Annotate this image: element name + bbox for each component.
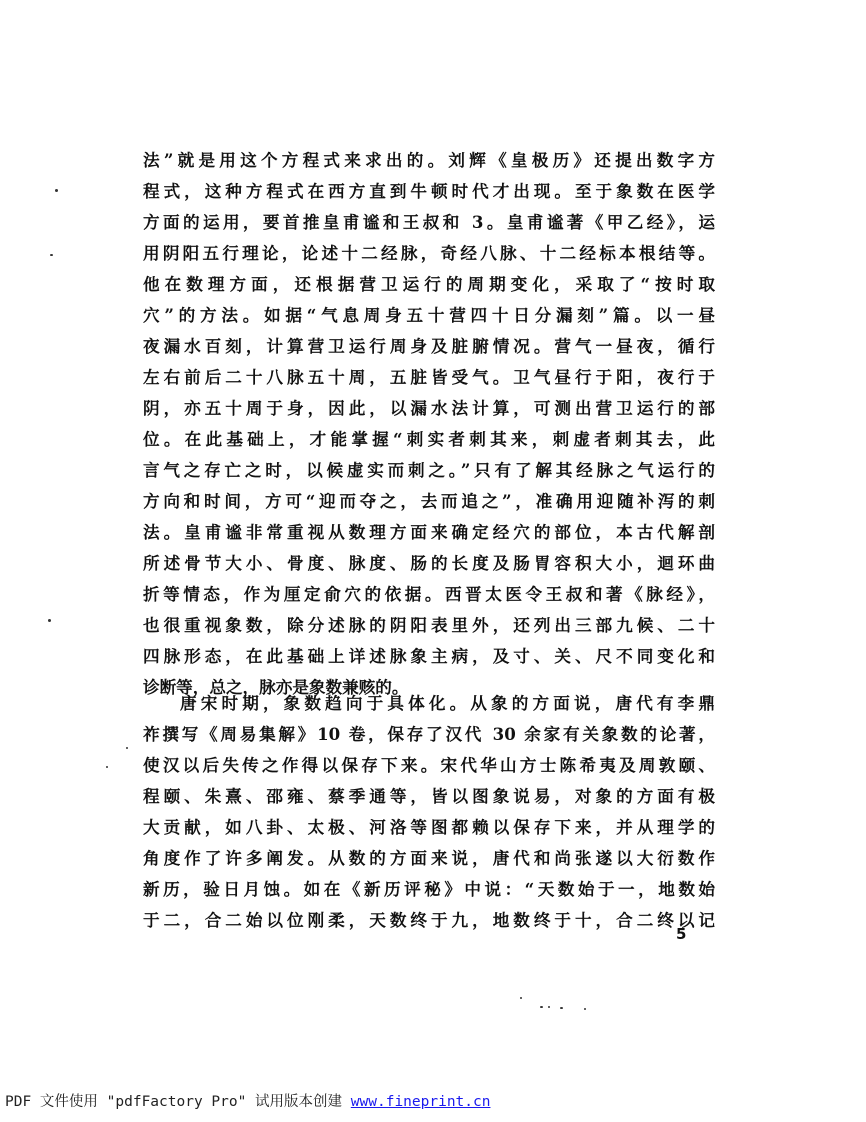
scan-speck — [560, 1007, 563, 1009]
page-number: 5 — [676, 925, 687, 943]
text-line: 新历，验日月蚀。如在《新历评秘》中说：“天数始于一，地数始 — [143, 879, 715, 899]
text-line: 程式，这种方程式在西方直到牛顿时代才出现。至于象数在医学 — [143, 181, 715, 201]
paragraph-1 — [143, 145, 715, 703]
text-line: 诊断等，总之，脉亦是象数兼赅的。 — [143, 677, 409, 697]
text-line: 穴”的方法。如据“气息周身五十营四十日分漏刻”篇。以一昼 — [143, 305, 715, 325]
text-line: 于二，合二始以位刚柔，天数终于九，地数终于十，合二终以记 — [143, 910, 715, 930]
text-line: 角度作了许多阐发。从数的方面来说，唐代和尚张遂以大衍数作 — [143, 848, 715, 868]
text-line: 方面的运用，要首推皇甫谧和王叔和 3。皇甫谧著《甲乙经》，运 — [143, 212, 715, 232]
text-line: 阴，亦五十周于身，因此，以漏水法计算，可测出营卫运行的部 — [143, 398, 715, 418]
text-line: 也很重视象数，除分述脉的阴阳表里外，还列出三部九候、二十 — [143, 615, 715, 635]
text-line: 折等情态，作为厘定俞穴的依据。西晋太医令王叔和著《脉经》， — [143, 584, 715, 604]
text-line: 用阴阳五行理论，论述十二经脉，奇经八脉、十二经标本根结等。 — [143, 243, 715, 263]
scan-speck — [55, 189, 58, 192]
text-line: 程颐、朱熹、邵雍、蔡季通等，皆以图象说易，对象的方面有极 — [143, 786, 715, 806]
scan-speck — [50, 254, 53, 256]
scan-speck — [48, 619, 51, 622]
text-line: 位。在此基础上，才能掌握“刺实者刺其来，刺虚者刺其去，此 — [143, 429, 715, 449]
scan-speck — [106, 766, 108, 768]
scan-speck — [548, 1006, 550, 1008]
text-line: 法”就是用这个方程式来求出的。刘辉《皇极历》还提出数字方 — [143, 150, 715, 170]
text-line: 祚撰写《周易集解》10 卷，保存了汉代 30 余家有关象数的论著， — [143, 724, 715, 744]
text-line: 法。皇甫谧非常重视从数理方面来确定经穴的部位，本古代解剖 — [143, 522, 715, 542]
text-line: 使汉以后失传之作得以保存下来。宋代华山方士陈希夷及周敦颐、 — [143, 755, 715, 775]
scan-speck — [584, 1008, 586, 1010]
paragraph-2 — [143, 688, 715, 936]
text-line: 唐宋时期，象数趋向于具体化。从象的方面说，唐代有李鼎 — [180, 693, 715, 713]
footer-link[interactable]: www.fineprint.cn — [350, 1094, 491, 1110]
text-line: 四脉形态，在此基础上详述脉象主病，及寸、关、尺不同变化和 — [143, 646, 715, 666]
pdf-watermark-footer — [5, 1090, 490, 1111]
text-line: 言气之存亡之时，以候虚实而刺之。”只有了解其经脉之气运行的 — [143, 460, 715, 480]
footer-text: PDF 文件使用 "pdfFactory Pro" 试用版本创建 — [5, 1094, 351, 1110]
scan-speck — [540, 1006, 543, 1008]
text-line: 夜漏水百刻，计算营卫运行周身及脏腑情况。营气一昼夜，循行 — [143, 336, 715, 356]
text-line: 大贡献，如八卦、太极、河洛等图都赖以保存下来，并从理学的 — [143, 817, 715, 837]
scan-speck — [126, 747, 128, 749]
text-line: 左右前后二十八脉五十周，五脏皆受气。卫气昼行于阳，夜行于 — [143, 367, 715, 387]
text-line: 所述骨节大小、骨度、脉度、肠的长度及肠胃容积大小，迴环曲 — [143, 553, 715, 573]
text-line: 方向和时间，方可“迎而夺之，去而追之”，准确用迎随补泻的刺 — [143, 491, 715, 511]
text-line: 他在数理方面，还根据营卫运行的周期变化，采取了“按时取 — [143, 274, 715, 294]
scan-speck — [520, 997, 522, 999]
